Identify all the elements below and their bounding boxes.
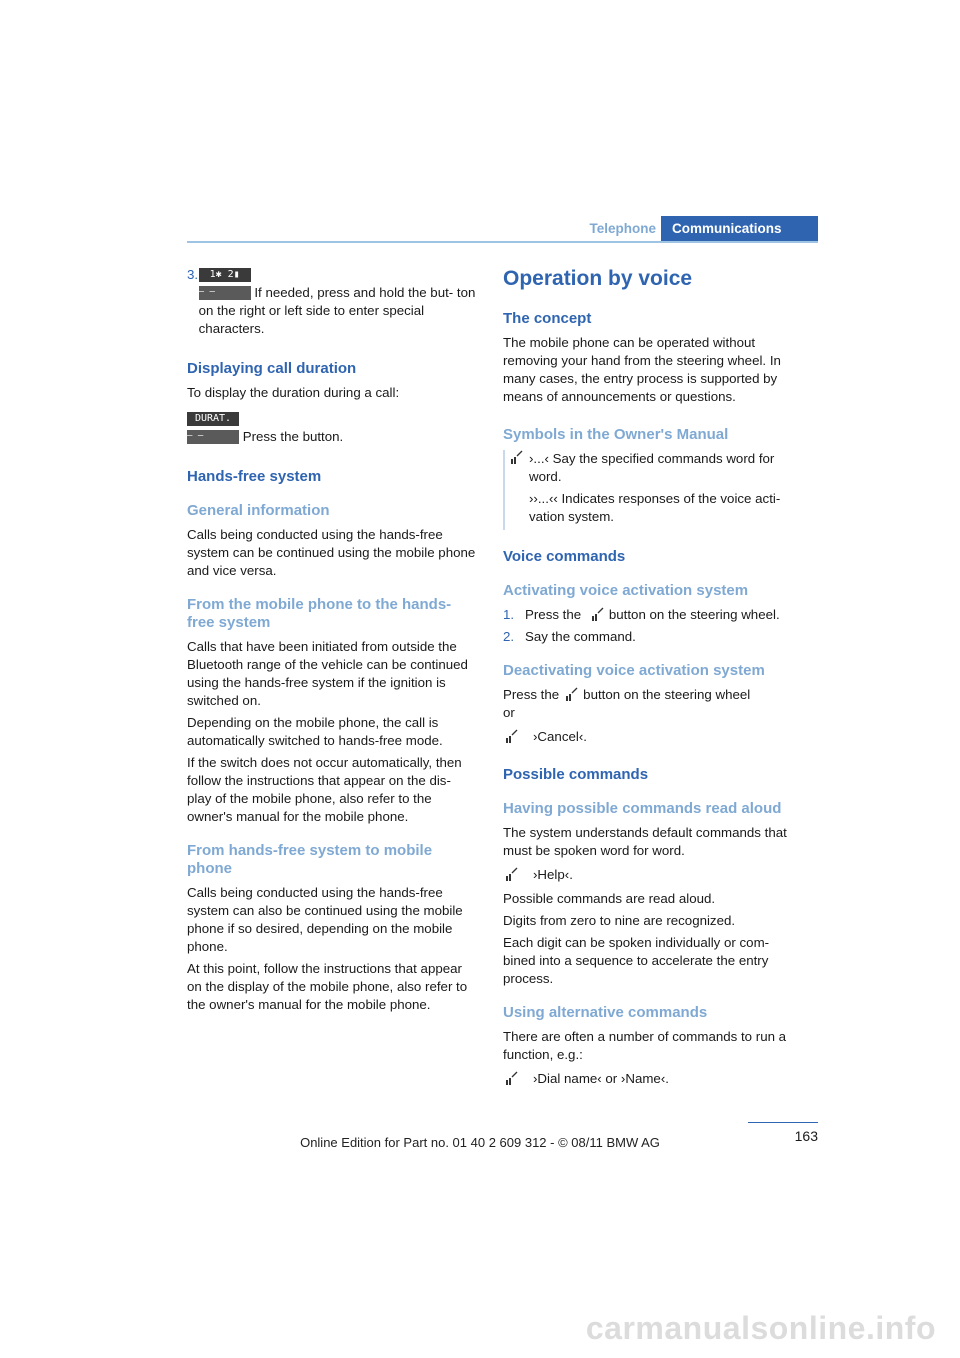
- duration-buttons-icon: – –: [187, 430, 239, 444]
- header-rule: [187, 241, 818, 243]
- hf-to-mobile-p1: Calls being conducted using the hands-free system can also be continued using the mobile phone if so desired, depending on the mobile phone.: [187, 885, 463, 954]
- footer-edition: Online Edition for Part no. 01 40 2 609 312 - © 08/11 BMW AG: [300, 1135, 660, 1150]
- header-chapter-tab[interactable]: Communications: [661, 216, 818, 242]
- step-number: 2.: [503, 629, 515, 644]
- deact-text-a: Press the: [503, 687, 560, 702]
- deact-text-b: button on the steering wheel: [583, 687, 751, 702]
- deactivate-text: [503, 686, 799, 722]
- voice-command-icon: [503, 729, 519, 745]
- page-number: 163: [794, 1128, 818, 1144]
- read-aloud-text: The system understands default commands that must be spoken word for word.: [503, 825, 787, 858]
- heading-read-aloud: Having possible commands read aloud: [503, 800, 782, 817]
- voice-command-icon: [508, 450, 524, 466]
- left-column: [187, 266, 478, 1018]
- help-command-text: ›Help‹.: [533, 867, 573, 882]
- alt-text: There are often a number of commands to run a function, e.g.:: [503, 1029, 787, 1062]
- alt-command: [503, 1070, 799, 1088]
- heading-call-duration: Displaying call duration: [187, 360, 357, 377]
- heading-possible-commands: Possible commands: [503, 766, 649, 783]
- duration-lcd-icon: DURAT.: [187, 412, 239, 426]
- right-column: [503, 266, 799, 1094]
- step-3-text: If needed, press and hold the but- ton on the right or left side to enter special characters.: [198, 285, 476, 336]
- symbols-line-2: ››...‹‹ Indicates responses of the voice acti- vation system.: [529, 491, 781, 524]
- header-section: Telephone: [589, 221, 656, 236]
- mobile-to-hf-p2: Depending on the mobile phone, the call is automatically switched to hands-free mode.: [187, 715, 443, 748]
- call-duration-text: Press the button.: [242, 429, 344, 444]
- read-p1: Possible commands are read aloud.: [503, 891, 716, 906]
- steering-wheel-voice-button-icon: [589, 607, 605, 623]
- symbols-line-1: ›...‹ Say the specified commands word for word.: [529, 451, 775, 484]
- heading-general-info: General information: [187, 502, 330, 519]
- heading-deactivating: Deactivating voice activation system: [503, 662, 765, 679]
- step-number: 1.: [503, 607, 515, 622]
- heading-symbols: Symbols in the Owner's Manual: [503, 426, 729, 443]
- heading-voice-commands: Voice commands: [503, 548, 626, 565]
- watermark: carmanualsonline.info: [585, 1310, 936, 1346]
- step-text: Say the command.: [525, 629, 636, 644]
- read-p2: Digits from zero to nine are recognized.: [503, 913, 736, 928]
- mobile-to-hf-p3: If the switch does not occur automatically, then follow the instructions that appear on the dis- play of the mobile phone, also refer to the owner's manual for the mobile phone.: [187, 755, 462, 824]
- read-p3: Each digit can be spoken individually or com- bined into a sequence to accelerate the entry process.: [503, 935, 770, 986]
- activate-step-2: [503, 628, 799, 646]
- step-text: Press the: [525, 607, 582, 622]
- cancel-command: [503, 728, 799, 746]
- call-duration-intro: To display the duration during a call:: [187, 385, 400, 400]
- voice-command-icon: [503, 1071, 519, 1087]
- help-command: [503, 866, 799, 884]
- step-number: 3.: [187, 267, 199, 282]
- call-duration-display: [187, 410, 478, 446]
- cancel-command-text: ›Cancel‹.: [533, 729, 587, 744]
- mobile-to-hf-p1: Calls that have been initiated from outside the Bluetooth range of the vehicle can be continued using the hands-free system if the ignition is switched on.: [187, 639, 468, 708]
- page-title: Operation by voice: [503, 267, 693, 290]
- symbols-box: [503, 450, 799, 530]
- heading-alternative: Using alternative commands: [503, 1004, 708, 1021]
- general-info-text: Calls being conducted using the hands-free system can be continued using the mobile phone and vice versa.: [187, 527, 476, 578]
- heading-handsfree-to-mobile: From hands-free system to mobile phone: [187, 842, 433, 877]
- page-number-rule: [748, 1122, 818, 1123]
- step-text: button on the steering wheel.: [608, 607, 780, 622]
- activate-step-1: [503, 606, 799, 624]
- alt-command-text: ›Dial name‹ or ›Name‹.: [533, 1071, 669, 1086]
- deact-or: or: [503, 705, 515, 720]
- display-buttons-icon: – –: [199, 286, 251, 300]
- heading-activating: Activating voice activation system: [503, 582, 749, 599]
- heading-mobile-to-handsfree: From the mobile phone to the hands-free system: [187, 596, 452, 631]
- step-3: [187, 266, 478, 338]
- display-lcd-icon: 1✱ 2▮: [199, 268, 251, 282]
- hf-to-mobile-p2: At this point, follow the instructions that appear on the display of the mobile phone, also refer to the owner's manual for the mobile phone.: [187, 961, 468, 1012]
- steering-wheel-voice-button-icon: [563, 687, 579, 703]
- voice-command-icon: [503, 867, 519, 883]
- heading-hands-free: Hands-free system: [187, 468, 322, 485]
- heading-concept: The concept: [503, 310, 592, 327]
- concept-text: The mobile phone can be operated without removing your hand from the steering wheel. In many cases, the entry process is supported by means of announcements or questions.: [503, 335, 781, 404]
